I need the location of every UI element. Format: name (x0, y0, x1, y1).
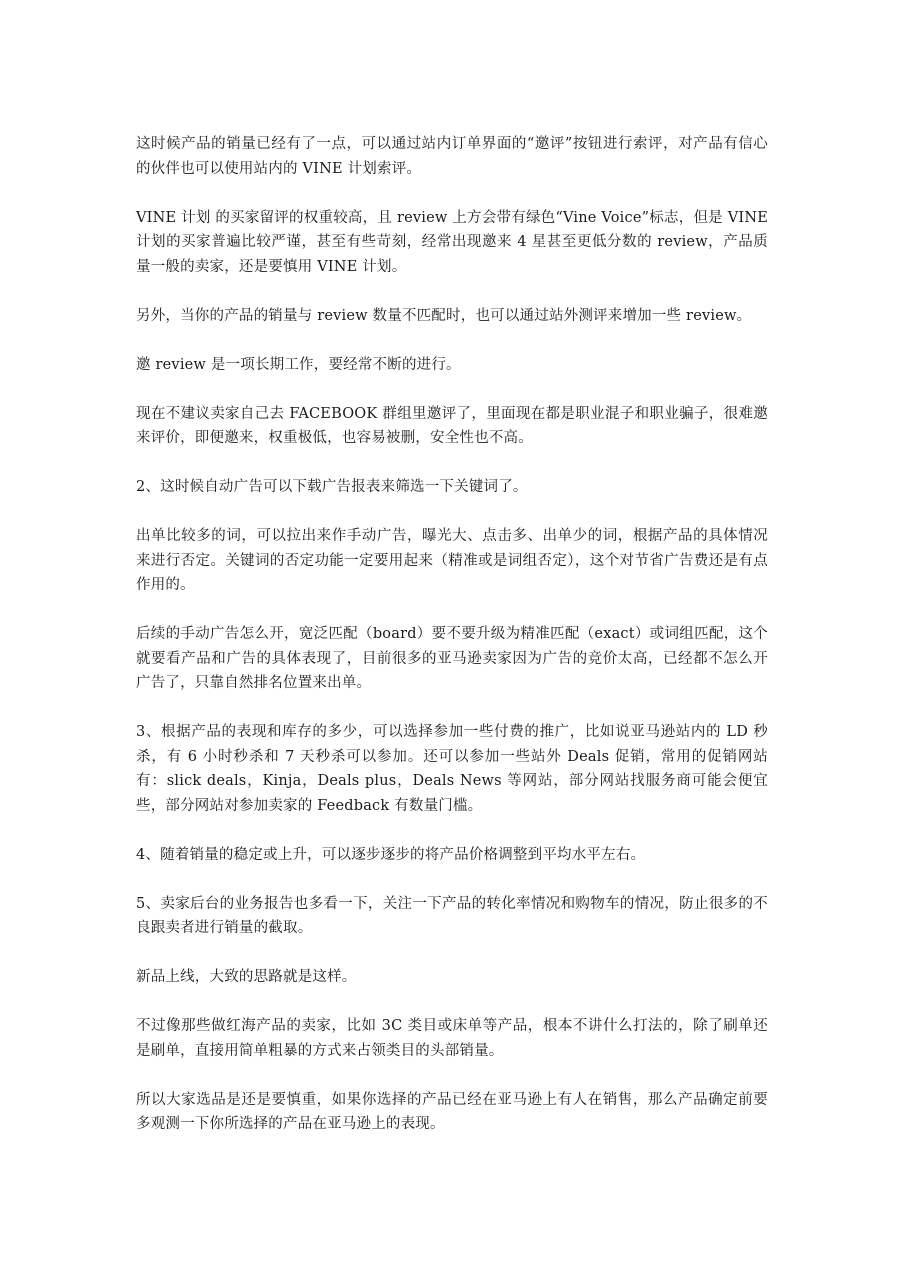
paragraph-vine-request: 这时候产品的销量已经有了一点，可以通过站内订单界面的“邀评”按钮进行索评，对产品有信心的伙伴也可以使用站内的 VINE 计划索评。 (136, 136, 768, 177)
paragraph-red-ocean: 不过像那些做红海产品的卖家，比如 3C 类目或床单等产品，根本不讲什么打法的，除了刷单还是刷单，直接用简单粗暴的方式来占领类目的头部销量。 (136, 1018, 768, 1059)
paragraph-product-selection: 所以大家选品是还是要慎重，如果你选择的产品已经在亚马逊上有人在销售，那么产品确定前要多观测一下你所选择的产品在亚马逊上的表现。 (136, 1091, 768, 1132)
paragraph-vine-weight: VINE 计划 的买家留评的权重较高，且 review 上方会带有绿色“Vine Voice”标志，但是 VINE 计划的买家普遍比较严谨，甚至有些苛刻，经常出现邀来 4 星甚至更低分数的 review，产品质量一般的卖家，还是要慎用 VINE 计划。 (136, 209, 768, 275)
paragraph-facebook-groups: 现在不建议卖家自己去 FACEBOOK 群组里邀评了，里面现在都是职业混子和职业骗子，很难邀来评价，即便邀来，权重极低，也容易被删，安全性也不高。 (136, 405, 768, 446)
paragraph-price-adjust: 4、随着销量的稳定或上升，可以逐步逐步的将产品价格调整到平均水平左右。 (136, 846, 646, 863)
paragraph-review-ongoing: 邀 review 是一项长期工作，要经常不断的进行。 (136, 356, 461, 373)
paragraph-business-report: 5、卖家后台的业务报告也多看一下，关注一下产品的转化率情况和购物车的情况，防止很多的不良跟卖者进行销量的截取。 (136, 895, 768, 936)
paragraph-manual-ads-keywords: 出单比较多的词，可以拉出来作手动广告，曝光大、点击多、出单少的词，根据产品的具体情况来进行否定。关键词的否定功能一定要用起来（精准或是词组否定），这个对节省广告费还是有点作用的。 (136, 528, 768, 593)
paragraph-paid-promotion: 3、根据产品的表现和库存的多少，可以选择参加一些付费的推广，比如说亚马逊站内的 LD 秒杀，有 6 小时秒杀和 7 天秒杀可以参加。还可以参加一些站外 Deals 促销，常用的促销网站有：slick deals，Kinja，Deals plus，Deals News 等网站，部分网站找服务商可能会便宜些，部分网站对参加卖家的 Feedback 有数量门槛。 (136, 724, 768, 814)
paragraph-summary: 新品上线，大致的思路就是这样。 (136, 969, 357, 985)
paragraph-offsite-review: 另外，当你的产品的销量与 review 数量不匹配时，也可以通过站外测评来增加一些 review。 (136, 307, 752, 324)
document-body (136, 132, 768, 1161)
paragraph-auto-ads: 2、这时候自动广告可以下载广告报表来筛选一下关键词了。 (136, 479, 528, 495)
paragraph-match-types: 后续的手动广告怎么开，宽泛匹配（board）要不要升级为精准匹配（exact）或词组匹配，这个就要看产品和广告的具体表现了，目前很多的亚马逊卖家因为广告的竞价太高，已经都不怎么开广告了，只靠自然排名位置来出单。 (136, 626, 768, 691)
